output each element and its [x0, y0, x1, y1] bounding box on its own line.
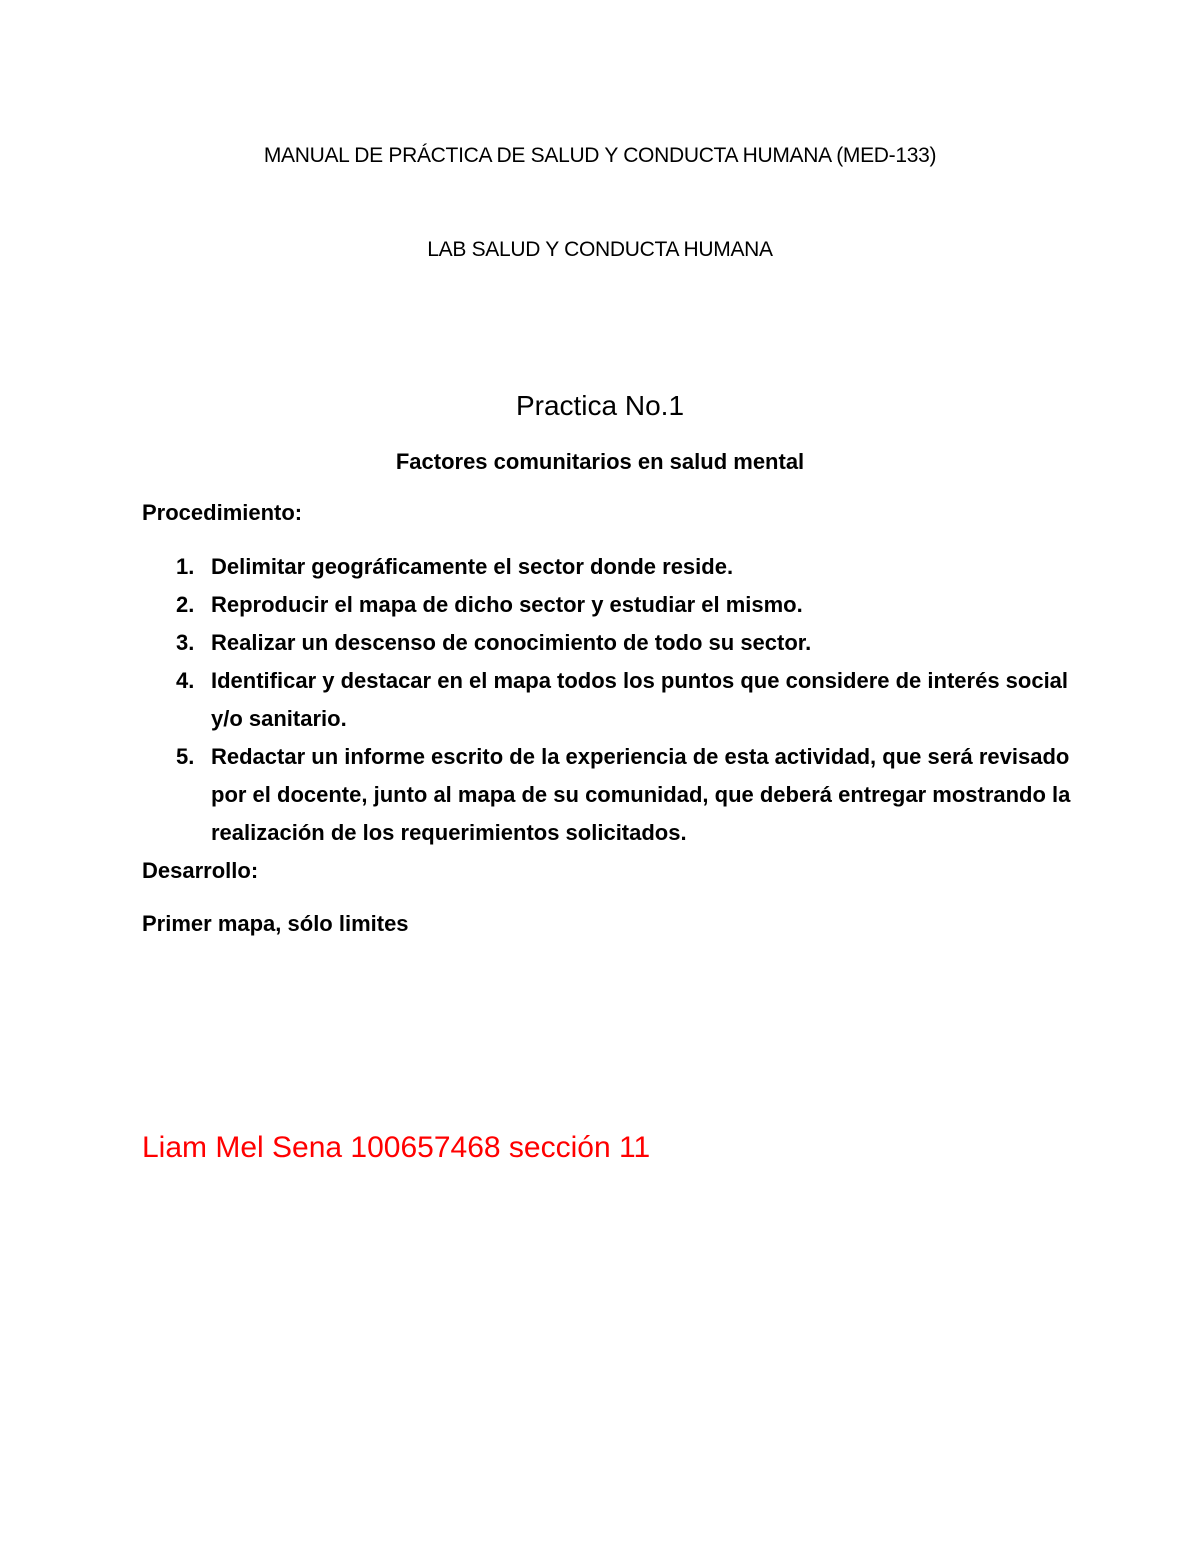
step-number: 5.	[176, 744, 195, 769]
manual-title: MANUAL DE PRÁCTICA DE SALUD Y CONDUCTA HUMANA (MED-133)	[263, 144, 937, 167]
practice-subtitle: Factores comunitarios en salud mental	[395, 449, 805, 474]
procedure-label: Procedimiento:	[142, 500, 303, 525]
procedure-step	[0, 662, 1200, 738]
procedure-step	[0, 586, 1200, 624]
development-label: Desarrollo:	[142, 858, 259, 883]
student-signature: Liam Mel Sena 100657468 sección 11	[142, 1131, 651, 1164]
step-text: Redactar un informe escrito de la experiencia de esta actividad, que será revisado por el docente, junto al mapa de su comunidad, que deberá entregar mostrando la realización de los requerimientos solicitados.	[211, 744, 1071, 845]
step-number: 4.	[176, 668, 195, 693]
procedure-step	[0, 624, 1200, 662]
step-number: 3.	[176, 630, 195, 655]
procedure-step	[0, 548, 1200, 586]
procedure-steps-list	[0, 548, 1200, 852]
step-text: Realizar un descenso de conocimiento de todo su sector.	[211, 630, 812, 655]
step-number: 2.	[176, 592, 195, 617]
step-text: Reproducir el mapa de dicho sector y estudiar el mismo.	[211, 592, 803, 617]
first-map-label: Primer mapa, sólo limites	[142, 911, 409, 936]
step-text: Delimitar geográficamente el sector donde reside.	[211, 554, 734, 579]
step-text: Identificar y destacar en el mapa todos los puntos que considere de interés social y/o sanitario.	[211, 668, 1069, 731]
step-number: 1.	[176, 554, 195, 579]
procedure-step	[0, 738, 1200, 852]
practice-title: Practica No.1	[515, 390, 685, 421]
lab-title: LAB SALUD Y CONDUCTA HUMANA	[427, 238, 773, 261]
